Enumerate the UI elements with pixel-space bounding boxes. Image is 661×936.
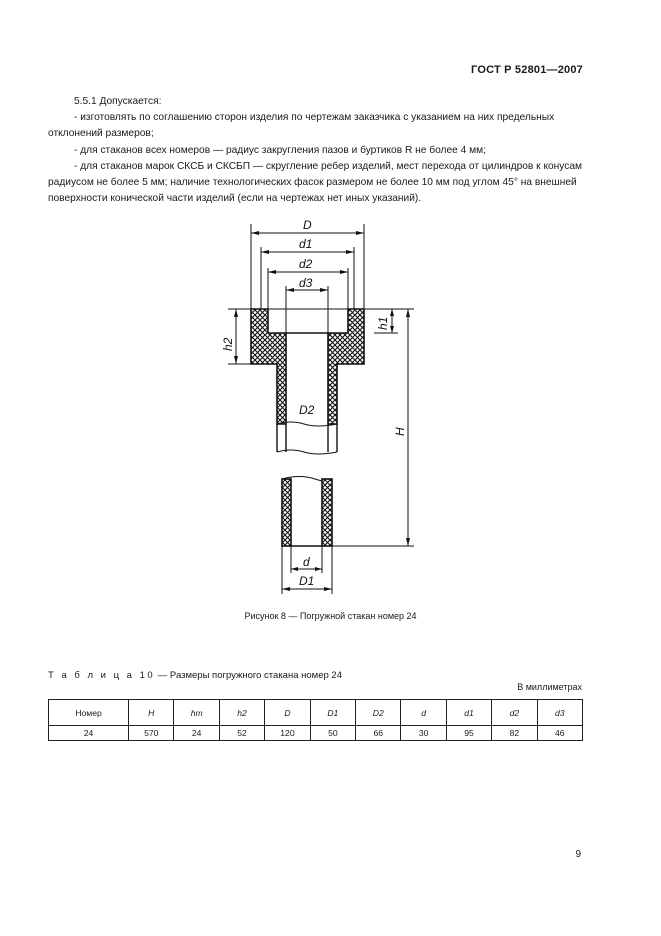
figure-caption: Рисунок 8 — Погружной стакан номер 24 <box>244 611 417 621</box>
table-header-cell: d <box>401 700 446 726</box>
reference-lines <box>228 224 414 594</box>
dimension-labels <box>221 218 407 588</box>
clause-item-1: - изготовлять по соглашению сторон изделия по чертежам заказчика с указанием на них предельных отклонений размеров; <box>48 112 555 140</box>
table-cell: 24 <box>174 726 219 741</box>
table-header-cell: h2 <box>219 700 264 726</box>
table-header-cell: D <box>265 700 310 726</box>
label-d1: d1 <box>299 237 313 251</box>
label-H: H <box>393 427 407 436</box>
label-D2: D2 <box>299 403 315 417</box>
table-header-cell: Номер <box>49 700 129 726</box>
label-D: D <box>303 218 312 232</box>
page-number: 9 <box>575 849 581 860</box>
dimensions-table <box>48 699 583 741</box>
table-cell: 46 <box>537 726 582 741</box>
label-h2: h2 <box>221 337 235 351</box>
table-header-cell: d1 <box>446 700 491 726</box>
table-header-cell: H <box>129 700 174 726</box>
label-D1: D1 <box>299 574 315 588</box>
table-cell: 95 <box>446 726 491 741</box>
table-cell: 82 <box>492 726 537 741</box>
table-header-cell: hт <box>174 700 219 726</box>
table-cell: 30 <box>401 726 446 741</box>
table-cell: 570 <box>129 726 174 741</box>
table-cell: 66 <box>356 726 401 741</box>
table-units: В миллиметрах <box>517 682 582 692</box>
label-d2: d2 <box>299 257 313 271</box>
standard-number: ГОСТ Р 52801—2007 <box>471 64 583 76</box>
clause-item-3: - для стаканов марок СКСБ и СКСБП — скругление ребер изделий, мест перехода от цилиндров к конусам радиусом не более 5 мм; наличие технологических фасок размером не более 10 мм под углом 45° на внешней поверхности конической части изделий (если на чертежах нет иных указаний). <box>48 160 583 205</box>
upper-section <box>251 309 364 454</box>
table-cell: 52 <box>219 726 264 741</box>
table-title <box>48 670 342 681</box>
table-header-row <box>49 700 583 726</box>
clause-item-2: - для стаканов всех номеров — радиус закругления пазов и буртиков R не более 4 мм; <box>74 144 486 156</box>
table-cell: 120 <box>265 726 310 741</box>
table-header-cell: d2 <box>492 700 537 726</box>
table-row <box>49 726 583 741</box>
table-cell: 50 <box>310 726 355 741</box>
table-title-prefix: Т а б л и ц а 10 <box>48 670 156 681</box>
table-header-cell: d3 <box>537 700 582 726</box>
table-header-cell: D2 <box>356 700 401 726</box>
label-h1: h1 <box>376 316 390 330</box>
lower-section <box>282 477 332 547</box>
table-title-rest: — Размеры погружного стакана номер 24 <box>155 670 342 681</box>
label-d3: d3 <box>299 276 313 290</box>
label-d: d <box>303 555 310 569</box>
table-cell: 24 <box>49 726 129 741</box>
clause-heading: 5.5.1 Допускается: <box>74 96 162 107</box>
table-header-cell: D1 <box>310 700 355 726</box>
